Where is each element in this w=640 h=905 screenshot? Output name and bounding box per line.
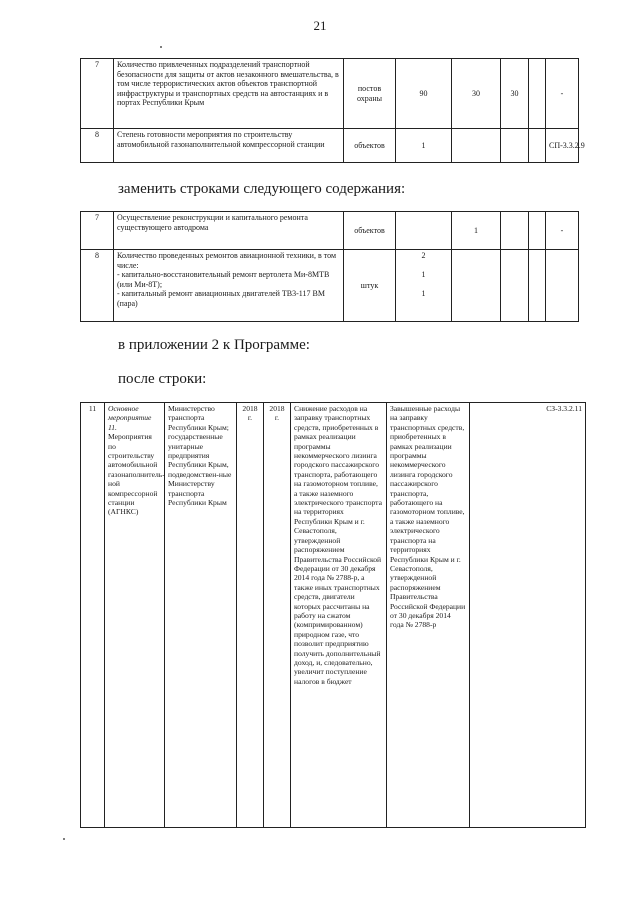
scan-speck bbox=[160, 46, 162, 48]
value-cell bbox=[529, 212, 546, 250]
after-row-heading: после строки: bbox=[118, 371, 207, 387]
table-row bbox=[81, 59, 579, 129]
value-cell bbox=[501, 129, 529, 163]
reference-cell bbox=[546, 250, 579, 322]
value-cell: 30 bbox=[501, 59, 529, 129]
value-cell bbox=[452, 250, 501, 322]
executor-cell: Министерство транспорта Республики Крым; государственные унитарные предприятия Республики Крым, подведомствен-ные Министерству транспорта Республики Крым bbox=[165, 403, 237, 828]
value-cell: 1 bbox=[452, 212, 501, 250]
row-number: 8 bbox=[81, 129, 114, 163]
end-year-cell: 2018 г. bbox=[264, 403, 291, 828]
row-number: 8 bbox=[81, 250, 114, 322]
reference-cell: - bbox=[546, 59, 579, 129]
start-year-cell: 2018 г. bbox=[237, 403, 264, 828]
value-cell bbox=[501, 250, 529, 322]
event-cell bbox=[105, 403, 165, 828]
value-cell bbox=[529, 59, 546, 129]
row-number: 7 bbox=[81, 212, 114, 250]
value-cell: 90 bbox=[396, 59, 452, 129]
appendix-heading: в приложении 2 к Программе: bbox=[118, 337, 310, 353]
value-cell bbox=[452, 129, 501, 163]
unit-cell: штук bbox=[344, 250, 396, 322]
value-cell bbox=[529, 129, 546, 163]
indicator-text: Степень готовности мероприятия по строительству автомобильной газонаполнительной компрессорной станции bbox=[114, 129, 344, 163]
page-number: 21 bbox=[313, 18, 327, 33]
value-cell: 30 bbox=[452, 59, 501, 129]
unit-cell: постов охраны bbox=[344, 59, 396, 129]
table-row bbox=[81, 129, 579, 163]
value-cell bbox=[529, 250, 546, 322]
expected-result-cell: Снижение расходов на заправку транспортных средств, приобретенных в рамках реализации программы некоммерческого лизинга городского пассажирского транспорта, работающего на газомоторном топливе, а также наземного электрического транспорта на территориях Республики Крым и г. Севастополя, утвержденной распоряжением Правительства Российской Федерации от 30 декабря 2014 года № 2788-р, а также иных транспортных средств, двигатели которых рассчитаны на работу на сжатом (компримированном) природном газе, что позволит предприятию получить дополнительный доход, и, следовательно, увеличит поступление налогов в бюджет bbox=[291, 403, 387, 828]
consequence-cell: Завышенные расходы на заправку транспортных средств, приобретенных в рамках реализации программы некоммерческого лизинга городского пассажирского транспорта, работающего на газомоторном топливе, а также наземного электрического транспорта на территориях Республики Крым и г. Севастополя, утвержденной распоряжением Правительства Российской Федерации от 30 декабря 2014 года № 2788-р bbox=[387, 403, 470, 828]
event-description: Мероприятия по строительству автомобильной газонаполнитель-ной компрессорной станции (АГНКС) bbox=[108, 432, 165, 517]
new-rows-table bbox=[80, 211, 579, 322]
row-number: 7 bbox=[81, 59, 114, 129]
row-number: 11 bbox=[81, 403, 105, 828]
value-cell: 1 bbox=[396, 129, 452, 163]
value-cell bbox=[396, 212, 452, 250]
indicator-text: Количество привлеченных подразделений транспортной безопасности для защиты от актов незаконного вмешательства, в том числе террористических актов объектов транспортной инфраструктуры и транспортных средств на автостанциях и в портах Республики Крым bbox=[114, 59, 344, 129]
reference-cell: СП-3.3.2.9 bbox=[546, 129, 579, 163]
appendix-row-table bbox=[80, 402, 586, 828]
reference-cell: - bbox=[546, 212, 579, 250]
unit-cell: объектов bbox=[344, 212, 396, 250]
table-row bbox=[81, 212, 579, 250]
indicator-link-cell: СЗ-3.3.2.11 bbox=[470, 403, 586, 828]
table-row bbox=[81, 403, 586, 828]
indicator-text: Осуществление реконструкции и капитального ремонта существующего автодрома bbox=[114, 212, 344, 250]
value-cell: 2 1 1 bbox=[396, 250, 452, 322]
table-row bbox=[81, 250, 579, 322]
scan-speck bbox=[63, 838, 65, 840]
old-rows-table bbox=[80, 58, 585, 163]
value-cell bbox=[501, 212, 529, 250]
unit-cell: объектов bbox=[344, 129, 396, 163]
replace-heading: заменить строками следующего содержания: bbox=[118, 181, 406, 197]
event-title: Основное мероприятие 11. bbox=[108, 404, 152, 432]
indicator-text: Количество проведенных ремонтов авиационной техники, в том числе: - капитально-восстановительный ремонт вертолета Ми-8МТВ (или Ми-8Т); - капитальный ремонт авиационных двигателей ТВ3-117 ВМ (пара) bbox=[114, 250, 344, 322]
